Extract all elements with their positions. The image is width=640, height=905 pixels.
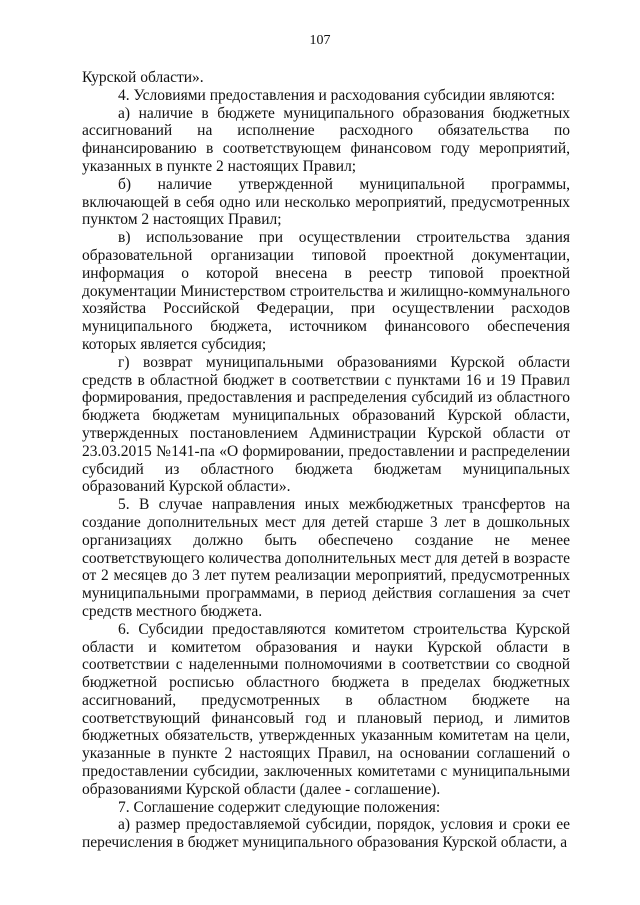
paragraph: 6. Субсидии предоставляются комитетом строительства Курской области и комитетом образования и науки Курской области в соответствии с наделенными полномочиями в соответствии со сводной бюджетной росписью областного бюджета в пределах бюджетных ассигнований, предусмотренных в областном бюджете на соответствующий финансовый год и плановый период, и лимитов бюджетных обязательств, утвержденных указанным комитетам на цели, указанные в пункте 2 настоящих Правил, на основании соглашений о предоставлении субсидии, заключенных комитетами с муниципальными образованиями Курской области (далее - соглашение).: [82, 620, 570, 798]
paragraph: б) наличие утвержденной муниципальной программы, включающей в себя одно или несколько мероприятий, предусмотренных пунктом 2 настоящих Правил;: [82, 175, 570, 229]
paragraph: а) размер предоставляемой субсидии, порядок, условия и сроки ее перечисления в бюджет муниципального образования Курской области, а: [82, 816, 570, 852]
paragraph: г) возврат муниципальными образованиями Курской области средств в областной бюджет в соответствии с пунктами 16 и 19 Правил формирования, предоставления и распределения субсидий из областного бюджета бюджетам муниципальных образований Курской области, утвержденных постановлением Администрации Курской области от 23.03.2015 №141-па «О формировании, предоставлении и распределении субсидий из областного бюджета бюджетам муниципальных образований Курской области».: [82, 353, 570, 496]
paragraph: 5. В случае направления иных межбюджетных трансфертов на создание дополнительных мест для детей старше 3 лет в дошкольных организациях должно быть обеспечено создание не менее соответствующего количества дополнительных мест для детей в возрасте от 2 месяцев до 3 лет путем реализации мероприятий, предусмотренных муниципальными программами, в период действия соглашения за счет средств местного бюджета.: [82, 496, 570, 620]
paragraph: 4. Условиями предоставления и расходования субсидии являются:: [118, 86, 556, 104]
document-body: [82, 69, 570, 852]
page-number: 107: [309, 33, 331, 48]
paragraph: в) использование при осуществлении строительства здания образовательной организации типовой проектной документации, информация о которой внесена в реестр типовой проектной документации Министерством строительства и жилищно-коммунального хозяйства Российской Федерации, при осуществлении расходов муниципального бюджета, источником финансового обеспечения которых является субсидия;: [82, 229, 570, 353]
paragraph: 7. Соглашение содержит следующие положения:: [118, 798, 441, 816]
paragraph: а) наличие в бюджете муниципального образования бюджетных ассигнований на исполнение расходного обязательства по финансированию в соответствующем финансовом году мероприятий, указанных в пункте 2 настоящих Правил;: [82, 104, 570, 175]
paragraph: Курской области».: [82, 69, 204, 86]
